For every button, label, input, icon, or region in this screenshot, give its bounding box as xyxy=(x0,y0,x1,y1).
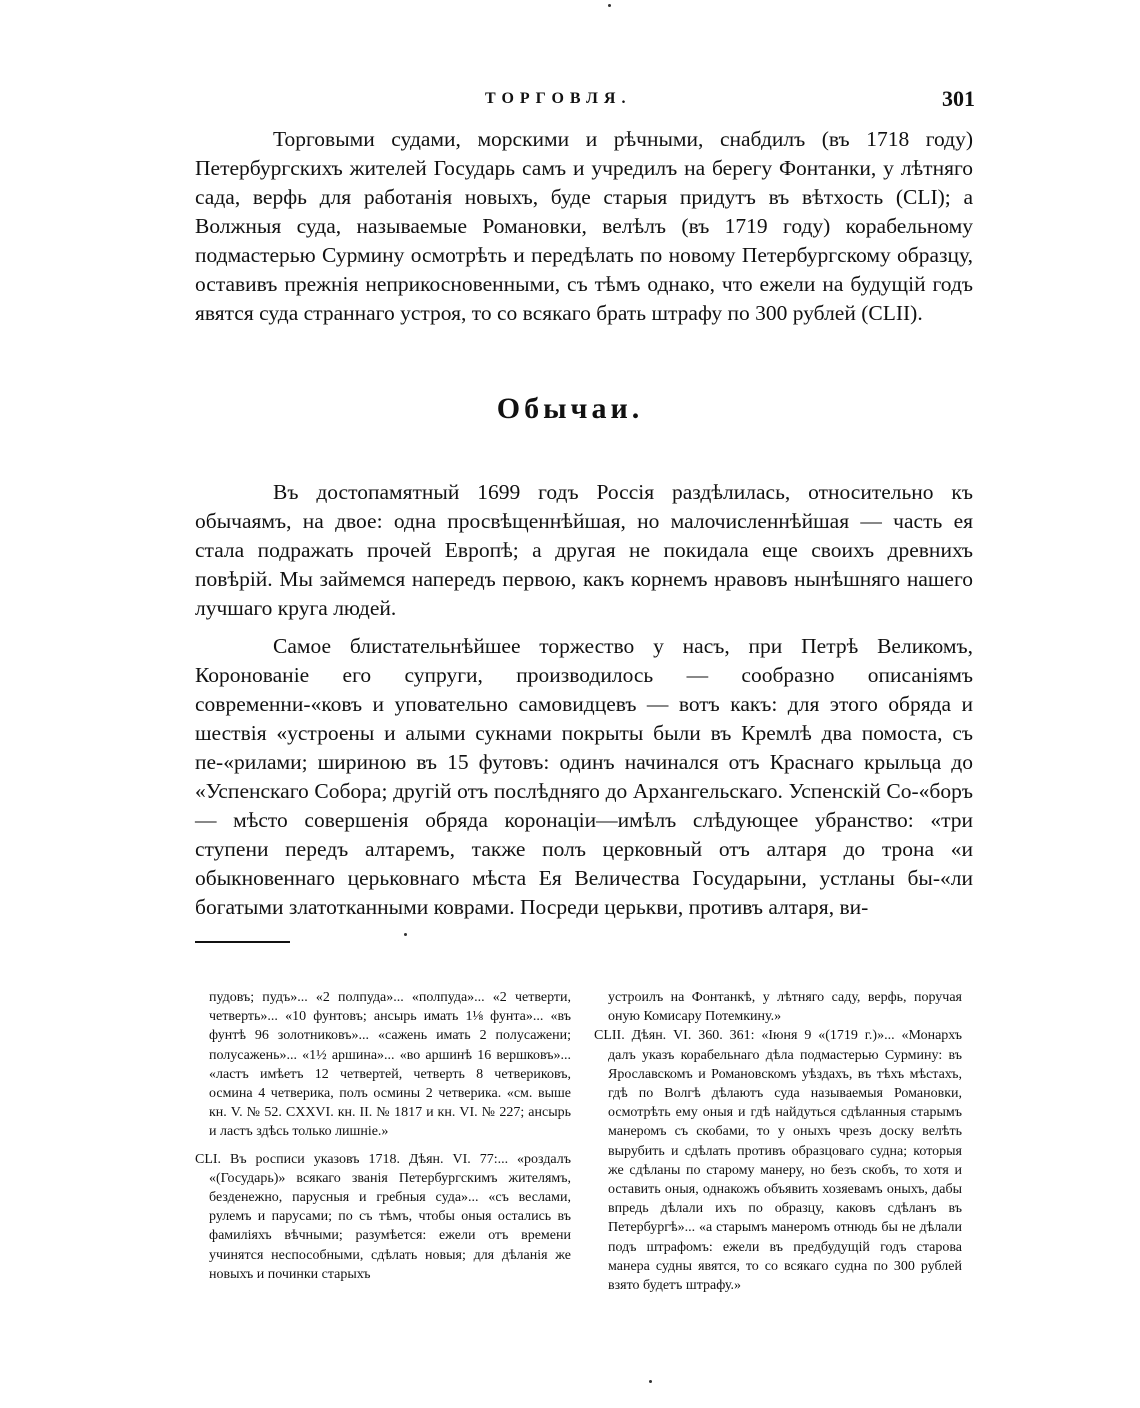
footnote-continuation: пудовъ; пудъ»... «2 полпуда»... «полпуда»... «2 четверти, четверть»... «10 фунтовъ; ансырь имать 1⅛ фунта»... «въ фунтѣ 96 золотниковъ»... «сажень имать 2 полусажени; полусажень»... «1½ аршина»... «во аршинѣ 16 вершковъ»... «ластъ имѣетъ 12 четвертей, четверть 8 четвериковъ, осмина 4 четверика, полъ осмины 2 четверика. «см. выше кн. V. № 52. CXXVI. кн. II. № 1817 и кн. VI. № 227; ансырь и ластъ здѣсь только лишніе.» xyxy=(209,990,571,1140)
running-head: ТОРГОВЛЯ. xyxy=(485,90,632,107)
paragraph-text: Самое блистательнѣйшее торжество у насъ, при Петрѣ Великомъ, Коронованіе его супруги, производилось — сообразно описаніямъ современни-«ковъ и уповательно самовидцевъ — вотъ какъ: для этого обряда и шествія «устроены и алыми сукнами покрыты были въ Кремлѣ два помоста, съ пе-«рилами; шириною въ 15 футовъ: одинъ начинался отъ Краснаго крыльца до «Успенскаго Собора; другій отъ послѣдняго до Архангельскаго. Успенскій Со-«боръ — мѣсто совершенія обряда коронаціи—имѣлъ слѣдующее убранство: «три ступени передъ алтаремъ, также полъ церковный отъ алтаря до трона «и обыкновеннаго церьковнаго мѣста Ея Величества Государыни, устланы бы-«ли богатыми златотканными коврами. Посреди церькви, противъ алтаря, ви- xyxy=(195,634,973,919)
body-paragraph-trade xyxy=(195,125,973,328)
body-paragraph-coronation xyxy=(195,632,973,922)
body-paragraph-customs-intro xyxy=(195,478,973,623)
section-title: Обычаи. xyxy=(496,392,644,425)
page-header xyxy=(195,86,975,120)
ink-speck xyxy=(608,4,611,7)
paragraph-text: Въ достопамятный 1699 годъ Россія раздѣлилась, относительно къ обычаямъ, на двое: одна просвѣщеннѣйшая, но малочисленнѣйшая — часть ея стала подражать прочей Европѣ; а другая не покидала еще своихъ древнихъ повѣрій. Мы займемся напередъ первою, какъ корнемъ нравовъ нынѣшняго нашего лучшаго круга людей. xyxy=(195,480,973,620)
footnote-continuation: устроилъ на Фонтанкѣ, у лѣтняго саду, верфь, поручая оную Комисару Потемкину.» xyxy=(608,990,962,1025)
footnote-rule xyxy=(195,941,290,943)
paragraph-text: Торговыми судами, морскими и рѣчными, снабдилъ (въ 1718 году) Петербургскихъ жителей Государь самъ и учредилъ на берегу Фонтанки, у лѣтняго сада, верфь для работанія новыхъ, буде старыя придутъ въ вѣтхость (CLI); а Волжныя суда, называемые Романовки, велѣлъ (въ 1719 году) корабельному подмастерью Сурмину осмотрѣть и передѣлать по новому Петербургскому образцу, оставивъ прежнія неприкосновенными, съ тѣмъ однако, что ежели на будущій годъ явятся суда страннаго устроя, то со всякаго брать штрафу по 300 рублей (CLII). xyxy=(195,127,973,325)
footnotes-left-column xyxy=(195,988,571,1284)
footnotes-right-column xyxy=(594,988,962,1295)
page-number: 301 xyxy=(942,86,975,111)
ink-speck xyxy=(404,933,407,936)
ink-speck xyxy=(649,1380,652,1383)
footnote-clii: CLII. Дѣян. VI. 360. 361: «Іюня 9 «(1719 г.)»... «Монархъ далъ указъ корабельнаго дѣла подмастерью Сурмину: въ Ярославскомъ и Романовскомъ уѣздахъ, въ тѣхъ мѣстахъ, гдѣ по Волгѣ дѣлаютъ суда называемыя Романовки, осмотрѣть ему оныя и гдѣ найдуться сдѣланныя старымъ манеромъ съ скобами, то у оныхъ чрезъ доску велѣть вырубить и сдѣлать противъ образцоваго судна; которыя же сдѣланы по старому манеру, но безъ скобъ, то хотя и оставить оныя, однакожъ объявить хозяевамъ оныхъ, дабы впредь дѣлали ихъ по образцу, каковъ сдѣланъ въ Петербургѣ»... «а старымъ манеромъ отнюдь бы не дѣлали подъ штрафомъ: ежели въ предбудущій годъ старова манера судны явятся, то со всякаго судна по 300 рублей взято будетъ штрафу.» xyxy=(594,1028,962,1294)
footnote-cli: CLI. Въ росписи указовъ 1718. Дѣян. VI. 77:... «роздалъ «(Государь)» всякаго званія Петербургскимъ жителямъ, безденежно, парусныя и гребныя суда»... «съ веслами, рулемъ и парусами; по съ тѣмъ, чтобы оныя остались въ фамиліяхъ вѣчными; разумѣется: ежели отъ времени учинятся неспособными, сдѣлать новыя; для дѣланія же новыхъ и починки старыхъ xyxy=(195,1151,571,1282)
